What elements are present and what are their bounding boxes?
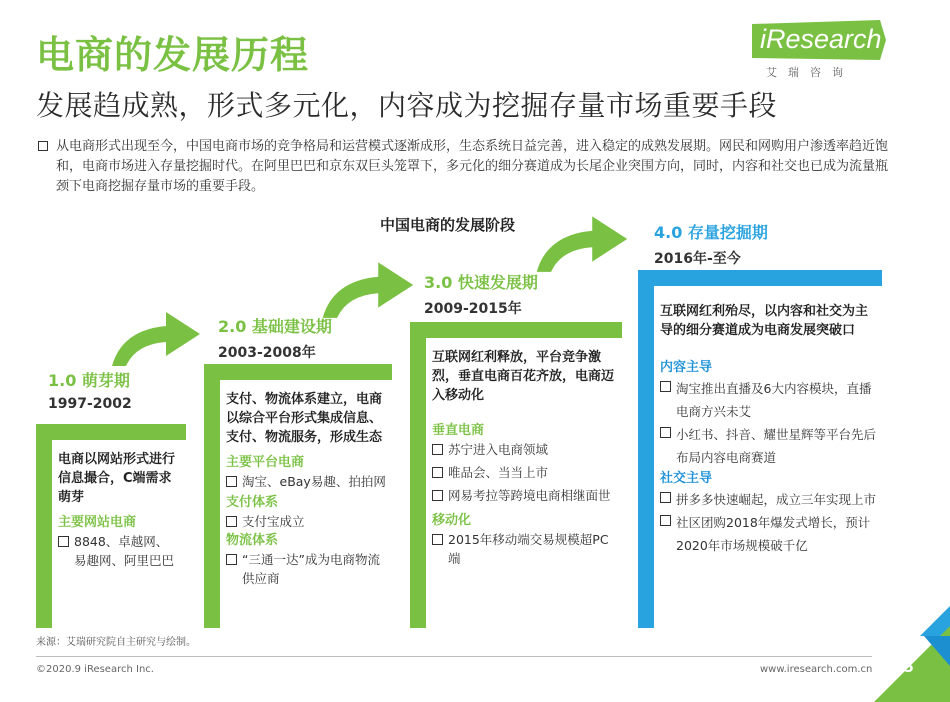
list-item: 网易考拉等跨境电商相继面世: [432, 486, 616, 505]
copyright-text: ©2020.9 iResearch Inc.: [36, 664, 154, 675]
stage-3-column: [410, 322, 622, 628]
bullet-box-icon: [38, 141, 48, 151]
stage-2-section-title: 支付体系: [226, 495, 279, 510]
list-item: 社区团购2018年爆发式增长，预计2020年市场规模破千亿: [660, 511, 876, 557]
stage-3-section-title: 移动化: [432, 513, 472, 528]
stage-2-years: 2003-2008年: [218, 345, 316, 361]
diagram-title: 中国电商的发展阶段: [380, 216, 516, 234]
website-link[interactable]: www.iresearch.com.cn: [760, 664, 873, 675]
stage-1-section-title: 主要网站电商: [58, 515, 137, 530]
logo-wordmark: iResearch: [760, 24, 882, 54]
logo-subtext: 艾瑞咨询: [766, 66, 854, 79]
list-item: 拼多多快速崛起，成立三年实现上市: [660, 488, 876, 511]
stage-2-label: 2.0 基础建设期: [218, 317, 332, 336]
stage-2-description: 支付、物流体系建立，电商以综合平台形式集成信息、支付、物流服务，形成生态: [226, 392, 383, 445]
stage-1-top-bar: [36, 424, 186, 440]
stage-3-description: 互联网红利释放，平台竞争激烈，垂直电商百花齐放，电商迈入移动化: [432, 350, 615, 403]
corner-decoration-icon: [874, 596, 950, 702]
stage-2-side-bar: [204, 364, 220, 628]
list-item: 淘宝推出直播及6大内容模块，直播电商方兴未艾: [660, 377, 876, 423]
stage-1-side-bar: [36, 424, 52, 628]
list-item: 小红书、抖音、耀世星辉等平台先后布局内容电商赛道: [660, 423, 876, 469]
intro-paragraph: [38, 137, 898, 197]
iresearch-logo: [752, 20, 892, 82]
stage-1-years: 1997-2002: [48, 396, 132, 412]
stage-3-top-bar: [410, 322, 622, 338]
stage-4-label: 4.0 存量挖掘期: [654, 223, 768, 242]
stage-4-section-title: 社交主导: [660, 471, 713, 486]
intro-text: 从电商形式出现至今，中国电商市场的竞争格局和运营模式逐渐成形，生态系统日益完善，进入稳定的成熟发展期。网民和网购用户渗透率趋近饱和，电商市场进入存量挖掘时代。在阿里巴巴和京东双巨头笼罩下，多元化的细分赛道成为长尾企业突围方向，同时，内容和社交也已成为流量瓶颈下电商挖掘存量市场的重要手段。: [56, 139, 889, 194]
list-item: 淘宝、eBay易趣、拍拍网: [226, 472, 386, 491]
stage-2-section-title: 物流体系: [226, 533, 279, 548]
page-subtitle: 发展趋成熟，形式多元化，内容成为挖掘存量市场重要手段: [36, 89, 778, 122]
footer-divider: [36, 656, 872, 657]
list-item: 唯品会、当当上市: [432, 463, 616, 482]
stage-4-side-bar: [638, 270, 654, 628]
stage-4-section-title: 内容主导: [660, 360, 713, 375]
stage-1-description: 电商以网站形式进行信息撮合，C端需求萌芽: [58, 452, 176, 505]
stage-2-top-bar: [204, 364, 392, 380]
stage-3-label: 3.0 快速发展期: [424, 273, 538, 292]
stage-arrow-icon: [318, 250, 422, 322]
stage-arrow-icon: [532, 204, 636, 276]
stage-4-top-bar: [638, 270, 882, 286]
page-title: 电商的发展历程: [36, 33, 310, 77]
stage-4-description: 互联网红利殆尽，以内容和社交为主导的细分赛道成为电商发展突破口: [660, 304, 869, 338]
page-number: 5: [904, 660, 914, 676]
stage-4-column: [638, 270, 882, 628]
stage-3-section-title: 垂直电商: [432, 423, 485, 438]
stage-2-column: [204, 364, 392, 628]
list-item: 支付宝成立: [226, 512, 386, 531]
source-note: 来源：艾瑞研究院自主研究与绘制。: [36, 637, 196, 648]
stage-arrow-icon: [108, 300, 208, 370]
stage-3-side-bar: [410, 322, 426, 628]
list-item: 8848、卓越网、易趣网、阿里巴巴: [58, 532, 180, 570]
stage-2-section-title: 主要平台电商: [226, 455, 305, 470]
list-item: “三通一达”成为电商物流供应商: [226, 550, 386, 588]
list-item: 苏宁进入电商领域: [432, 440, 616, 459]
stage-1-column: [36, 424, 186, 628]
stage-3-years: 2009-2015年: [424, 301, 522, 317]
list-item: 2015年移动端交易规模超PC端: [432, 530, 616, 568]
stage-1-label: 1.0 萌芽期: [48, 371, 130, 390]
stage-4-years: 2016年-至今: [654, 251, 741, 267]
